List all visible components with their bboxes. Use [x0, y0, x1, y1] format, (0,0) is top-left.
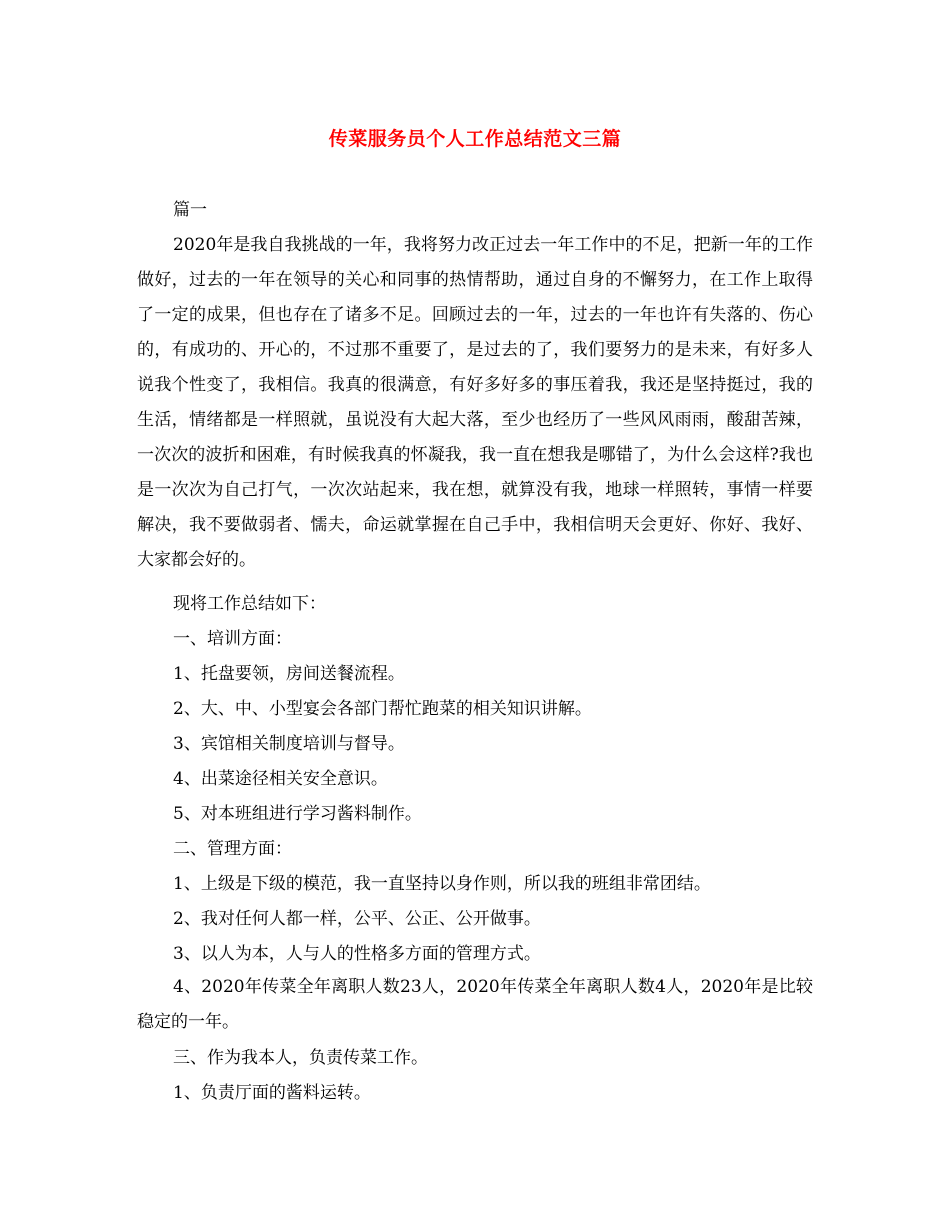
part-one-section	[137, 193, 813, 578]
list-item: 1、上级是下级的模范，我一直坚持以身作则，所以我的班组非常团结。	[173, 874, 711, 894]
list-item: 1、负责厅面的酱料运转。	[173, 1083, 371, 1103]
section-heading-training: 一、培训方面：	[173, 629, 292, 649]
list-item: 3、宾馆相关制度培训与督导。	[173, 734, 405, 754]
self-responsibility-section	[137, 1041, 813, 1111]
section-heading-management: 二、管理方面：	[173, 839, 292, 859]
staff-turnover-paragraph: 4、2020年传菜全年离职人数23人，2020年传菜全年离职人数4人，2020年是比较稳定的一年。	[137, 977, 813, 1032]
list-item: 5、对本班组进行学习酱料制作。	[173, 804, 422, 824]
staff-turnover-section	[137, 970, 813, 1040]
list-item: 1、托盘要领，房间送餐流程。	[173, 664, 405, 684]
list-item: 3、以人为本，人与人的性格多方面的管理方式。	[173, 944, 541, 964]
document-title: 传菜服务员个人工作总结范文三篇	[328, 128, 622, 150]
section-heading-self: 三、作为我本人，负责传菜工作。	[173, 1048, 428, 1068]
summary-list	[137, 587, 813, 972]
part-label: 篇一	[173, 200, 207, 220]
list-item: 2、我对任何人都一样，公平、公正、公开做事。	[173, 909, 541, 929]
list-item: 现将工作总结如下：	[173, 594, 326, 614]
list-item: 4、出菜途径相关安全意识。	[173, 769, 388, 789]
intro-paragraph: 2020年是我自我挑战的一年，我将努力改正过去一年工作中的不足，把新一年的工作做好，过去的一年在领导的关心和同事的热情帮助，通过自身的不懈努力，在工作上取得了一定的成果，但也存在了诸多不足。回顾过去的一年，过去的一年也许有失落的、伤心的，有成功的、开心的，不过那不重要了，是过去的了，我们要努力的是未来，有好多人说我个性变了，我相信。我真的很满意，有好多好多的事压着我，我还是坚持挺过，我的生活，情绪都是一样照就，虽说没有大起大落，至少也经历了一些风风雨雨，酸甜苦辣，一次次的波折和困难，有时候我真的怀凝我，我一直在想我是哪错了，为什么会这样?我也是一次次为自己打气，一次次站起来，我在想，就算没有我，地球一样照转，事情一样要解决，我不要做弱者、懦夫，命运就掌握在自己手中，我相信明天会更好、你好、我好、大家都会好的。	[137, 235, 813, 570]
list-item: 2、大、中、小型宴会各部门帮忙跑菜的相关知识讲解。	[173, 699, 592, 719]
